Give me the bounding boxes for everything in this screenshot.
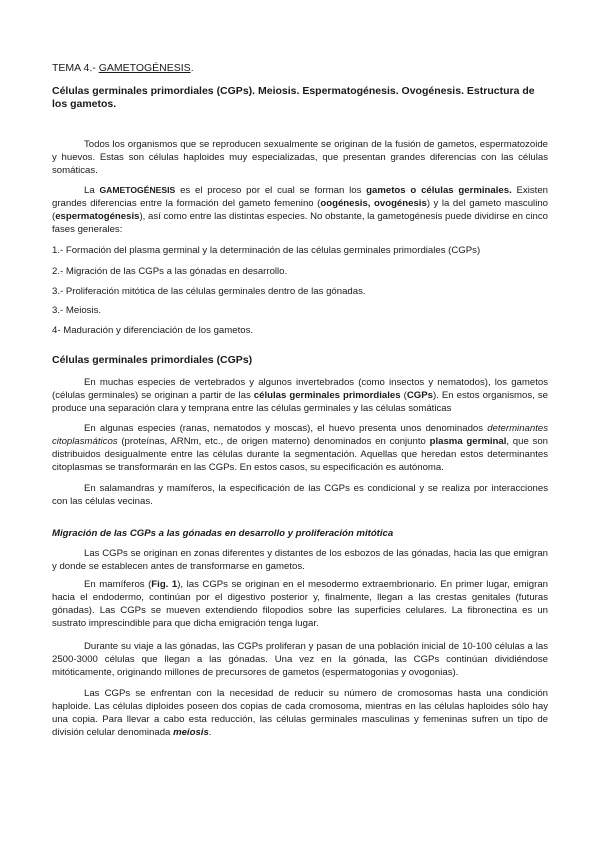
paragraph-migration xyxy=(52,547,548,573)
text-run: ( xyxy=(400,390,407,401)
title-suffix: . xyxy=(190,62,194,74)
text-bold: GAMETOGÉNESIS xyxy=(99,185,176,195)
text-run: Existen grandes diferencias entre la formación del gameto femenino ( xyxy=(52,185,548,209)
section-heading-cgps: Células germinales primordiales (CGPs) xyxy=(52,354,253,366)
phases-list-item-5: 4- Maduración y diferenciación de los gametos. xyxy=(52,325,254,336)
paragraph-salamanders xyxy=(52,482,548,508)
text-run: La xyxy=(84,185,100,196)
document-subtitle: Células germinales primordiales (CGPs). Meiosis. Espermatogénesis. Ovogénesis. Estructura de los gametos. xyxy=(52,85,535,110)
text-run: ), así como entre las distintas especies. No obstante, la gametogénesis puede dividirse en cinco fases generales: xyxy=(52,211,548,235)
text-bold: plasma germinal xyxy=(429,436,507,447)
text-run: es el proceso por el cual se forman los xyxy=(175,185,367,196)
text-bold: CGPs xyxy=(406,390,433,401)
paragraph-cgps-origin xyxy=(52,376,548,415)
phases-list-item-2: 2.- Migración de las CGPs a las gónadas en desarrollo. xyxy=(52,266,288,277)
phases-list-item-4: 3.- Meiosis. xyxy=(52,305,102,316)
title-main: GAMETOGÉNESIS xyxy=(98,62,191,74)
text-bold: oogénesis, ovogénesis xyxy=(320,198,427,209)
text-run: , que son distribuidos desigualmente entre las células durante la segmentación. Aquellas que heredan estos determinantes citoplasmas se transformarán en las CGPs. En estos casos, su especificación es autónoma. xyxy=(52,436,548,473)
paragraph-meiosis xyxy=(52,687,548,739)
phases-list-item-1: 1.- Formación del plasma germinal y la determinación de las células germinales primordiales (CGPs) xyxy=(52,245,481,256)
text-italic: determinantes citoplasmáticos xyxy=(52,423,548,447)
text-italic: meiosis xyxy=(173,727,209,738)
text-run: ). En estos organismos, se produce una separación clara y temprana entre las células germinales y las células somáticas xyxy=(52,390,548,414)
text-run: Las CGPs se originan en zonas diferentes y distantes de los esbozos de las gónadas, hacia las que emigran y donde se establecen antes de transformarse en gametos. xyxy=(52,548,548,572)
section-heading-migration: Migración de las CGPs a las gónadas en desarrollo y proliferación mitótica xyxy=(52,528,394,539)
text-run: Las CGPs se enfrentan con la necesidad de reducir su número de cromosomas hasta una condición haploide. Las células diploides poseen dos copias de cada cromosoma, mientras en las células haploides sólo hay una copia. Para llevar a cabo esta reducción, las células germinales masculinas y femeninas sufren un tipo de división celular denominada xyxy=(52,688,548,738)
paragraph-mammals xyxy=(52,578,548,630)
text-run: Durante su viaje a las gónadas, las CGPs proliferan y pasan de una población inicial de 10-100 células a las 2500-3000 células que llegan a las gónadas. Una vez en la gónada, las CGPs continúan dividiéndose mitóticamente, originando millones de precursores de gametos (espermatogonias y ovogonias). xyxy=(52,641,548,678)
text-run: ) y la del gameto masculino ( xyxy=(52,198,548,222)
paragraph-germ-plasm xyxy=(52,422,548,474)
text-run: . xyxy=(208,727,212,738)
paragraph-proliferation xyxy=(52,640,548,679)
text-run: En muchas especies de vertebrados y algunos invertebrados (como insectos y nematodos), los gametos (células germinales) se originan a partir de las xyxy=(52,377,548,401)
text-run: En salamandras y mamíferos, la especificación de las CGPs es condicional y se realiza por interacciones con las células vecinas. xyxy=(52,483,548,507)
paragraph-intro-text: Todos los organismos que se reproducen sexualmente se originan de la fusión de gametos, espermatozoide y huevos. Estas son células haploides muy especializadas, que presentan grandes diferencias con las células somáticas. xyxy=(52,139,548,176)
text-bold: Fig. 1 xyxy=(151,579,178,590)
text-run: En mamíferos ( xyxy=(84,579,152,590)
document-title xyxy=(52,62,194,75)
text-run: ), las CGPs se originan en el mesodermo extraembrionario. En primer lugar, emigran hacia el endodermo, continúan por el digestivo posterior y, finalmente, llegan a las crestas genitales (futuras gónadas). Las CGPs se mueven extendiendo filopodios sobre las superficies celulares. La fibronectina es un sustrato imprescindible para que dicha emigración tenga lugar. xyxy=(52,579,548,629)
phases-list-item-3: 3.- Proliferación mitótica de las células germinales dentro de las gónadas. xyxy=(52,286,366,297)
paragraph-intro xyxy=(52,138,548,177)
text-bold: gametos o células germinales. xyxy=(366,185,512,196)
text-bold: células germinales primordiales xyxy=(253,390,401,401)
text-run: (proteínas, ARNm, etc., de origen materno) denominados en conjunto xyxy=(117,436,430,447)
title-prefix: TEMA 4.- xyxy=(52,62,99,74)
paragraph-gametogenesis xyxy=(52,184,548,236)
text-bold: espermatogénesis xyxy=(55,211,140,222)
text-run: En algunas especies (ranas, nematodos y moscas), el huevo presenta unos denominados xyxy=(84,423,488,434)
